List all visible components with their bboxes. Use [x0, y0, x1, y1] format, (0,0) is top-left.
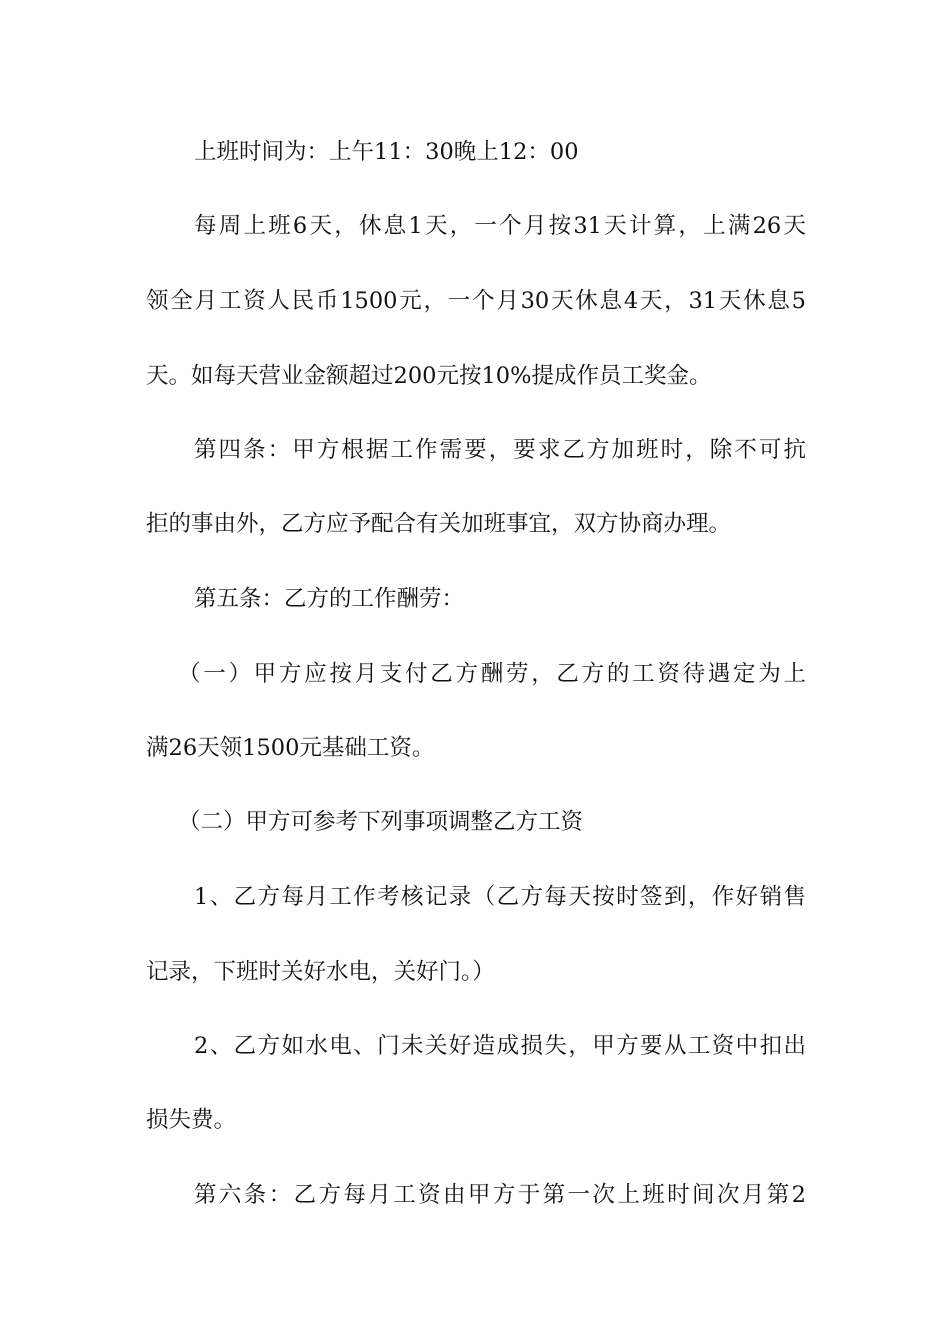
text-line-item-two: （二）甲方可参考下列事项调整乙方工资: [178, 809, 584, 835]
text-line-assessment: 1、乙方每月工作考核记录（乙方每天按时签到，作好销售: [194, 884, 806, 910]
text-line-base-wage: 满26天领1500元基础工资。: [146, 735, 435, 761]
text-line-loss: 2、乙方如水电、门未关好造成损失，甲方要从工资中扣出: [194, 1033, 806, 1059]
text-line-item-one: （一）甲方应按月支付乙方酬劳，乙方的工资待遇定为上: [178, 661, 806, 687]
text-line-article-four: 第四条：甲方根据工作需要，要求乙方加班时，除不可抗: [194, 437, 806, 463]
text-line-article-five: 第五条：乙方的工作酬劳：: [194, 586, 465, 612]
text-line-overtime: 拒的事由外，乙方应予配合有关加班事宜，双方协商办理。: [146, 511, 732, 537]
text-line-monthly-wage: 领全月工资人民币1500元，一个月30天休息4天，31天休息5: [146, 288, 806, 314]
text-line-work-days: 每周上班6天，休息1天，一个月按31天计算，上满26天: [194, 213, 806, 239]
text-line-article-six: 第六条：乙方每月工资由甲方于第一次上班时间次月第2: [194, 1182, 806, 1208]
text-line-bonus: 天。如每天营业金额超过200元按10%提成作员工奖金。: [146, 363, 712, 389]
text-line-loss-fee: 损失费。: [146, 1107, 237, 1133]
text-line-work-hours: 上班时间为：上午11：30晚上12：00: [194, 139, 579, 165]
text-line-records: 记录，下班时关好水电，关好门。）: [146, 959, 495, 985]
